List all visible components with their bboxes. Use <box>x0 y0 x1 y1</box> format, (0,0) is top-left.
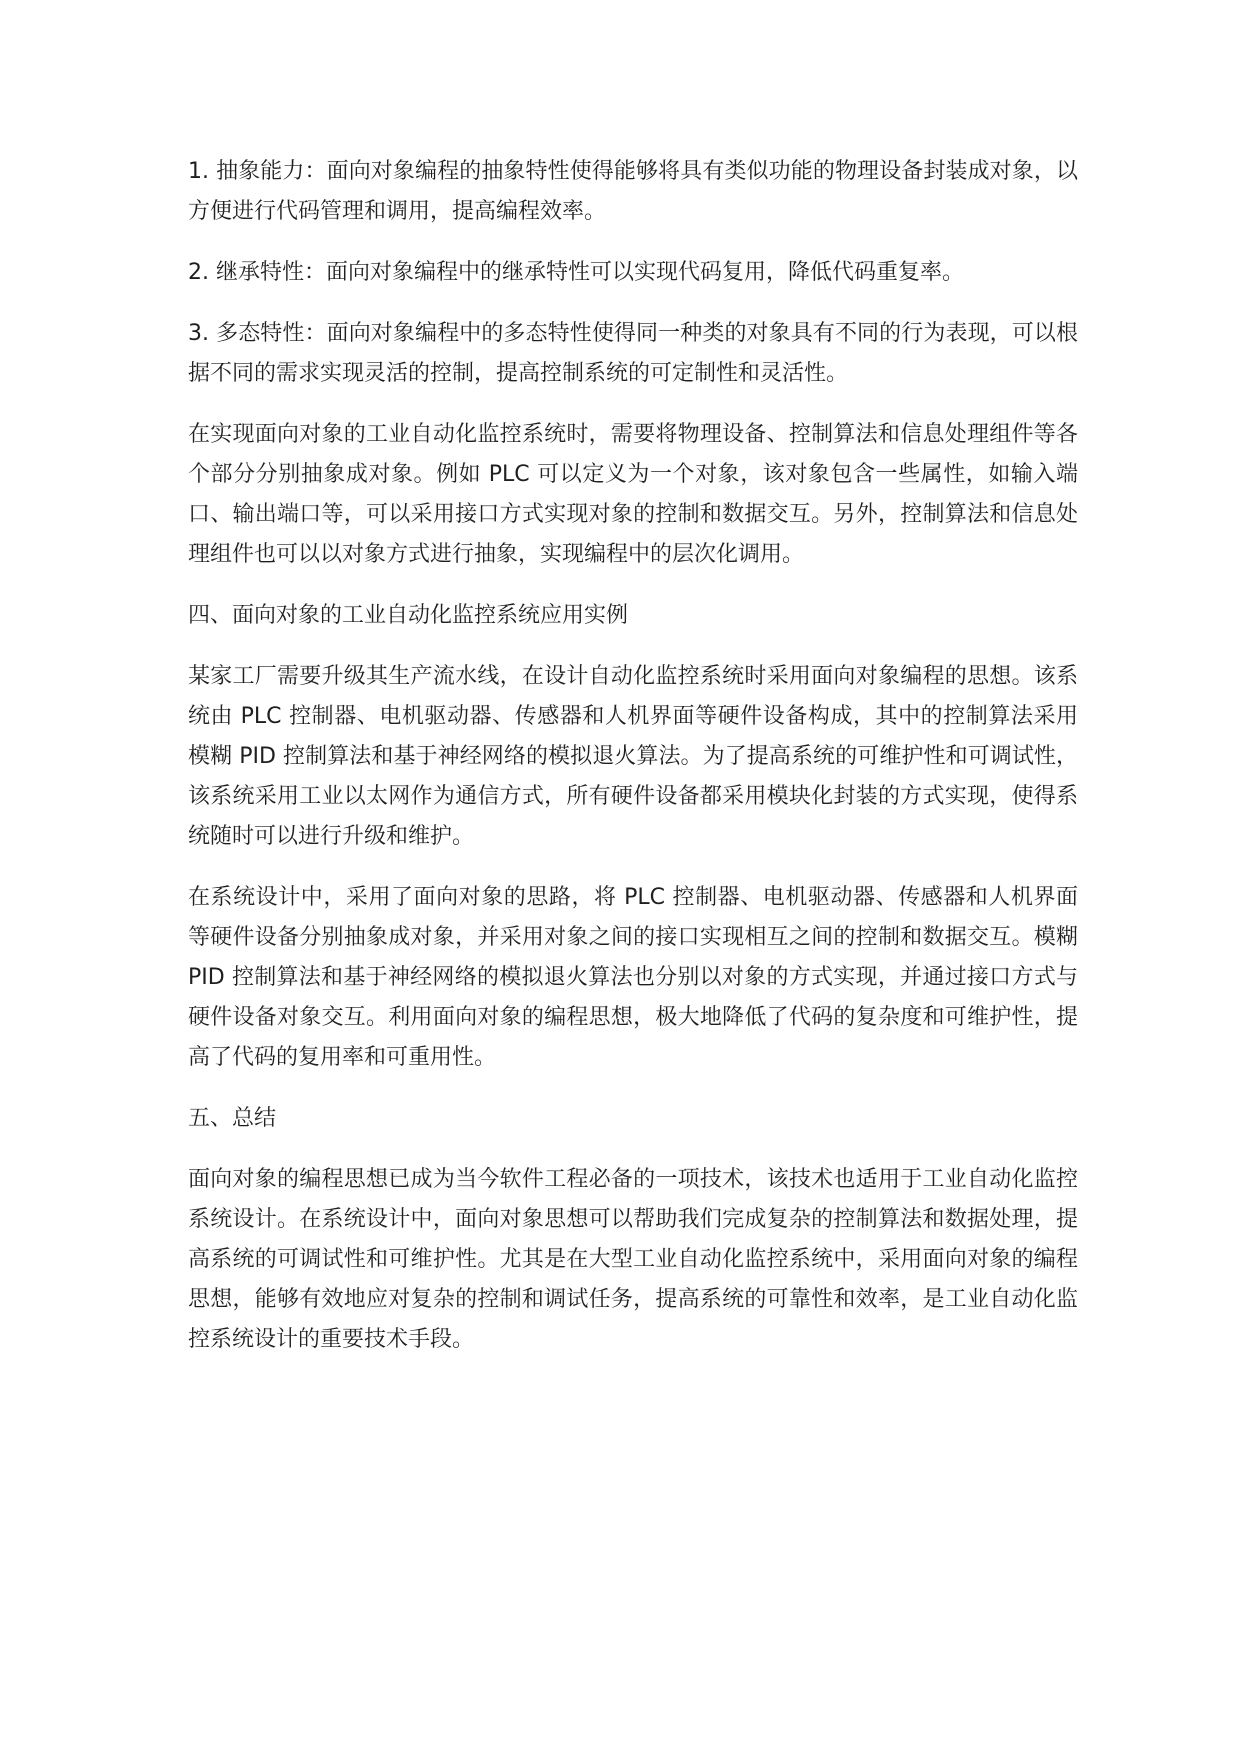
paragraph-summary: 面向对象的编程思想已成为当今软件工程必备的一项技术，该技术也适用于工业自动化监控系统设计。在系统设计中，面向对象思想可以帮助我们完成复杂的控制算法和数据处理，提高系统的可调试性和可维护性。尤其是在大型工业自动化监控系统中，采用面向对象的编程思想，能够有效地应对复杂的控制和调试任务，提高系统的可靠性和效率，是工业自动化监控系统设计的重要技术手段。 <box>188 1167 1078 1352</box>
list-item-inheritance: 2. 继承特性：面向对象编程中的继承特性可以实现代码复用，降低代码重复率。 <box>188 260 964 285</box>
section-heading-summary: 五、总结 <box>188 1106 277 1131</box>
section-heading-application-example: 四、面向对象的工业自动化监控系统应用实例 <box>188 603 629 628</box>
list-item-polymorphism: 3. 多态特性：面向对象编程中的多态特性使得同一种类的对象具有不同的行为表现，可以根据不同的需求实现灵活的控制，提高控制系统的可定制性和灵活性。 <box>188 321 1078 386</box>
document-body <box>188 152 1078 1381</box>
paragraph-implementation: 在实现面向对象的工业自动化监控系统时，需要将物理设备、控制算法和信息处理组件等各个部分分别抽象成对象。例如 PLC 可以定义为一个对象，该对象包含一些属性，如输入端口、输出端口等，可以采用接口方式实现对象的控制和数据交互。另外，控制算法和信息处理组件也可以以对象方式进行抽象，实现编程中的层次化调用。 <box>188 422 1078 567</box>
paragraph-system-design: 在系统设计中，采用了面向对象的思路，将 PLC 控制器、电机驱动器、传感器和人机界面等硬件设备分别抽象成对象，并采用对象之间的接口实现相互之间的控制和数据交互。模糊 PID 控制算法和基于神经网络的模拟退火算法也分别以对象的方式实现，并通过接口方式与硬件设备对象交互。利用面向对象的编程思想，极大地降低了代码的复杂度和可维护性，提高了代码的复用率和可重用性。 <box>188 885 1078 1070</box>
list-item-abstraction: 1. 抽象能力：面向对象编程的抽象特性使得能够将具有类似功能的物理设备封装成对象，以方便进行代码管理和调用，提高编程效率。 <box>188 159 1078 224</box>
paragraph-factory-example: 某家工厂需要升级其生产流水线，在设计自动化监控系统时采用面向对象编程的思想。该系统由 PLC 控制器、电机驱动器、传感器和人机界面等硬件设备构成，其中的控制算法采用模糊 PID 控制算法和基于神经网络的模拟退火算法。为了提高系统的可维护性和可调试性，该系统采用工业以太网作为通信方式，所有硬件设备都采用模块化封装的方式实现，使得系统随时可以进行升级和维护。 <box>188 664 1078 849</box>
